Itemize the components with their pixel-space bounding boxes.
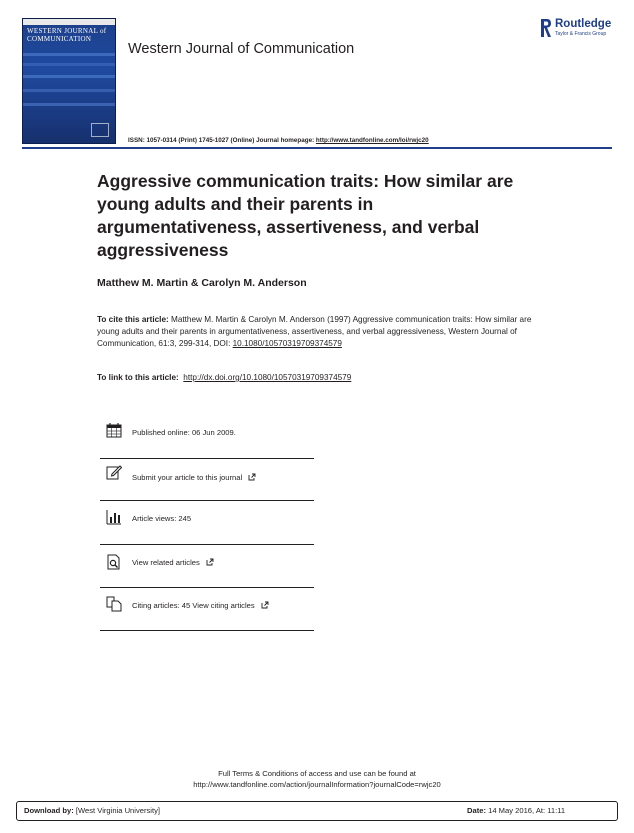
- article-authors: Matthew M. Martin & Carolyn M. Anderson: [97, 277, 307, 289]
- citing-articles-label: Citing articles: 45 View citing articles: [132, 601, 255, 610]
- published-online-label: Published online: 06 Jun 2009.: [132, 428, 236, 437]
- routledge-r-icon: [540, 18, 552, 38]
- cover-band: [23, 63, 115, 66]
- submit-article-label: Submit your article to this journal: [132, 473, 243, 482]
- journal-title[interactable]: Western Journal of Communication: [128, 41, 355, 57]
- related-articles-link[interactable]: [132, 558, 214, 567]
- submit-article-link[interactable]: [132, 473, 256, 482]
- article-doi-url[interactable]: http://dx.doi.org/10.1080/10570319709374579: [183, 373, 352, 382]
- bar-chart-icon: [106, 509, 122, 525]
- doi-link[interactable]: 10.1080/10570319709374579: [232, 339, 342, 349]
- citing-articles-icon: [106, 596, 122, 612]
- publisher-name: Routledge: [555, 18, 612, 30]
- cover-publisher-logo: [91, 123, 109, 137]
- submit-article-item[interactable]: [100, 458, 314, 501]
- search-document-icon: [106, 554, 122, 570]
- calendar-icon: [106, 422, 122, 438]
- terms-footer: [0, 768, 634, 790]
- cover-title: WESTERN JOURNAL of COMMUNICATION: [27, 27, 107, 43]
- cover-band: [23, 103, 115, 106]
- publisher-subtitle: Taylor & Francis Group: [555, 31, 607, 37]
- header-divider: [22, 147, 612, 149]
- issn-line: [128, 137, 429, 144]
- cover-top-strip: [23, 19, 115, 25]
- terms-line: Full Terms & Conditions of access and use can be found at: [218, 769, 416, 778]
- external-link-icon: [206, 558, 214, 566]
- journal-homepage-link[interactable]: http://www.tandfonline.com/loi/rwjc20: [315, 137, 429, 144]
- cover-band: [23, 75, 115, 78]
- date-label: Date:: [467, 806, 486, 815]
- cover-band: [23, 89, 115, 92]
- download-date: [467, 806, 565, 815]
- download-value: [West Virginia University]: [73, 806, 161, 815]
- citing-articles-item[interactable]: [100, 587, 314, 630]
- related-articles-label: View related articles: [132, 558, 200, 567]
- link-label: To link to this article:: [97, 373, 179, 382]
- download-info-bar: [16, 801, 618, 821]
- edit-icon: [106, 464, 122, 480]
- download-label: Download by:: [24, 806, 74, 815]
- article-views-label: Article views: 245: [132, 514, 192, 523]
- article-views-item: [100, 500, 314, 543]
- download-by: [24, 806, 160, 815]
- journal-cover-image: [22, 18, 116, 144]
- external-link-icon: [261, 601, 269, 609]
- citation-block: [97, 314, 537, 350]
- routledge-logo: [540, 18, 616, 42]
- terms-url[interactable]: http://www.tandfonline.com/action/journalInformation?journalCode=rwjc20: [193, 780, 441, 789]
- article-title: Aggressive communication traits: How similar are young adults and their parents in argumentativeness, assertiveness, and verbal aggressiveness: [97, 171, 514, 260]
- external-link-icon: [248, 473, 256, 481]
- cite-text: Matthew M. Martin & Carolyn M. Anderson (1997) Aggressive communication traits: How similar are young adults and their parents in argumentativeness, assertiveness, and verbal aggressiveness, Western Journal of Communication, 61:3, 299-314, DOI:: [97, 315, 532, 349]
- issn-text: ISSN: 1057-0314 (Print) 1745-1027 (Online) Journal homepage:: [128, 137, 316, 144]
- cover-band: [23, 53, 115, 56]
- item-divider: [100, 630, 314, 631]
- related-articles-item[interactable]: [100, 544, 314, 587]
- published-online-item: [100, 413, 314, 456]
- cite-label: To cite this article:: [97, 315, 169, 324]
- article-link-line: [97, 373, 351, 382]
- citing-articles-link[interactable]: [132, 601, 269, 610]
- date-value: 14 May 2016, At: 11:11: [486, 806, 566, 815]
